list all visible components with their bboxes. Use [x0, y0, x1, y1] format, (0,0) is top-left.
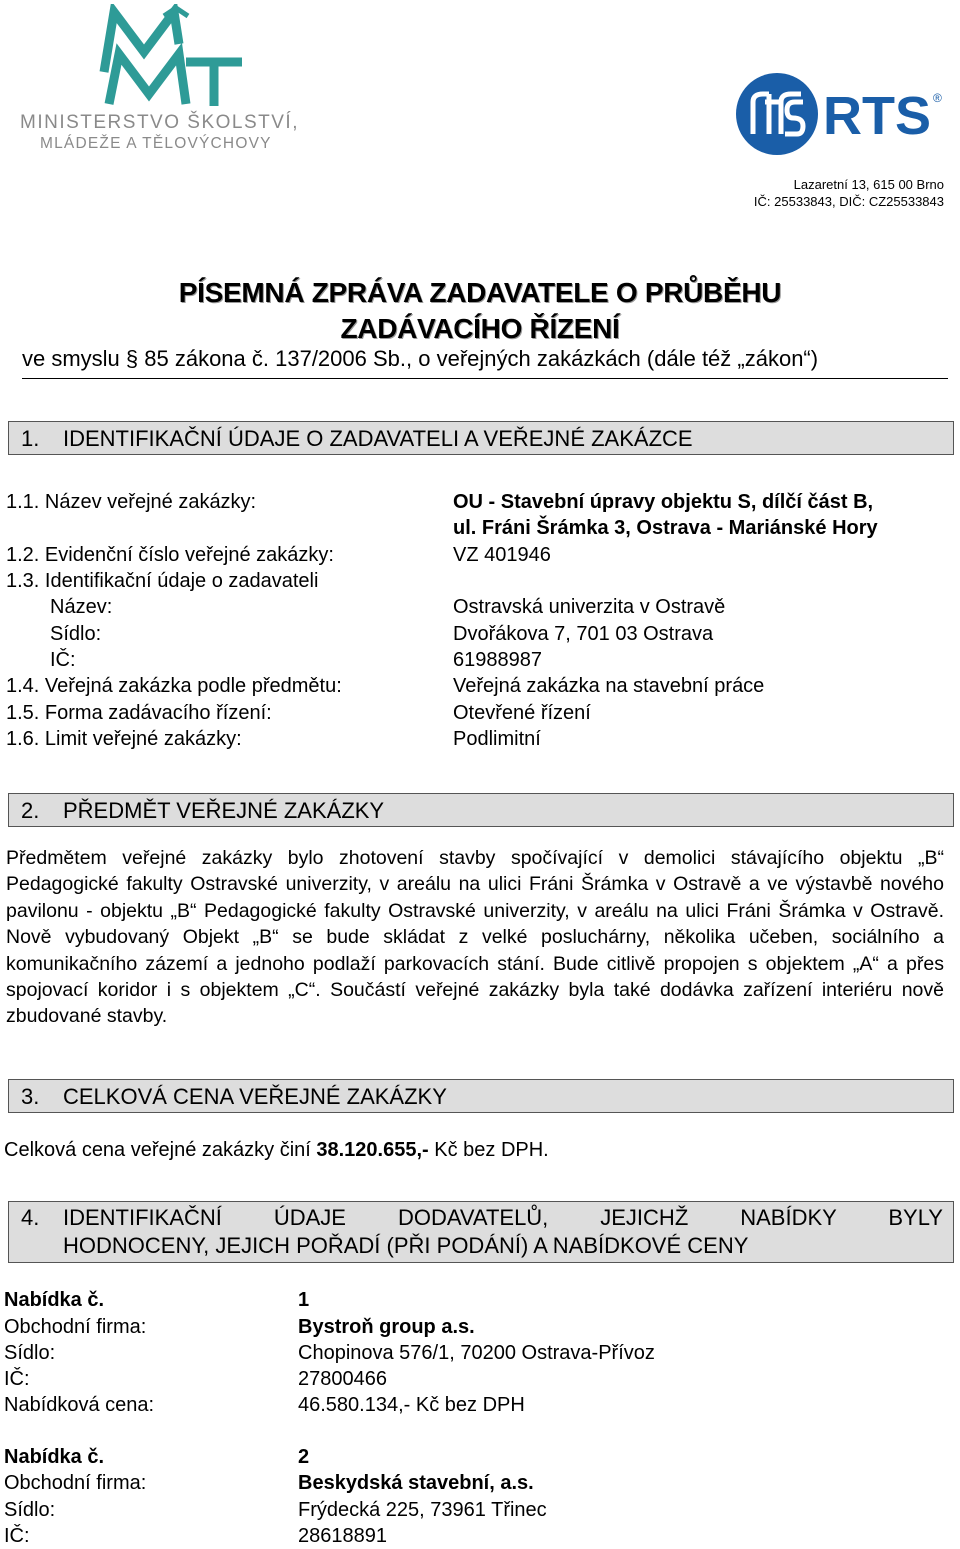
total-price-text-before: Celková cena veřejné zakázky činí — [4, 1139, 317, 1161]
total-price-text-after: Kč bez DPH. — [428, 1139, 549, 1161]
row-1-1-value-2: ul. Fráni Šrámka 3, Ostrava - Mariánské Hory — [453, 517, 878, 539]
section-1-number: 1. — [21, 426, 40, 451]
rts-logo-circle — [736, 73, 818, 155]
offer-ic-label: IČ: — [4, 1368, 30, 1390]
offer-seat: Chopinova 576/1, 70200 Ostrava-Přívoz — [298, 1342, 655, 1364]
section-2-text: Předmětem veřejné zakázky bylo zhotovení stavby spočívající v demolici stávajícího objektu „B“ Pedagogické fakulty Ostravské univerzity, v areálu na ulici Fráni Šrámka v Ostravě a ve výstavbě nového pavilonu - objektu „B“ Pedagogické fakulty Ostravské univerzity, v areálu na ulici Fráni Šrámka v Ostravě. Nově vybudovaný Objekt „B“ se bude skládat z velké posluchárny, několika učeben, sociálního a komunikačního zázemí a jednoho podlaží parkovacích stání. Bude citlivě propojen s objektem „A“ a přes spojovací koridor i s objektem „C“. Součástí veřejné zakázky byla také dodávka zařízení interiéru nově zbudované stavby. — [6, 847, 944, 1028]
row-1-2-label: 1.2. Evidenční číslo veřejné zakázky: — [6, 544, 334, 566]
offer-ic: 28618891 — [298, 1525, 387, 1547]
row-1-5-label: 1.5. Forma zadávacího řízení: — [6, 702, 272, 724]
section-1-header — [8, 421, 954, 455]
title-divider — [22, 378, 948, 379]
row-1-4-label: 1.4. Veřejná zakázka podle předmětu: — [6, 675, 342, 697]
offer-firm-label: Obchodní firma: — [4, 1472, 147, 1494]
title-line-2: ZADÁVACÍHO ŘÍZENÍ — [340, 313, 620, 344]
section-4-heading-line-2: HODNOCENY, JEJICH POŘADÍ (PŘI PODÁNÍ) A NABÍDKOVÉ CENY — [63, 1233, 749, 1258]
section-3-header — [8, 1079, 954, 1113]
offer-seat-label: Sídlo: — [4, 1499, 56, 1521]
document-title — [0, 275, 960, 347]
address-line-2: IČ: 25533843, DIČ: CZ25533843 — [753, 194, 944, 209]
section-2-header — [8, 793, 954, 827]
row-1-1-label: 1.1. Název veřejné zakázky: — [6, 491, 257, 513]
msmt-logo-m2 — [109, 54, 186, 104]
section-4-number: 4. — [21, 1205, 40, 1230]
row-1-6-value: Podlimitní — [453, 728, 541, 750]
row-1-6-label: 1.6. Limit veřejné zakázky: — [6, 728, 242, 750]
document-subtitle: ve smyslu § 85 zákona č. 137/2006 Sb., o veřejných zakázkách (dále též „zákon“) — [22, 346, 819, 371]
offer-firm-label: Obchodní firma: — [4, 1316, 147, 1338]
address-line-1: Lazaretní 13, 615 00 Brno — [793, 177, 944, 192]
offer-number-label: Nabídka č. — [4, 1289, 105, 1311]
offer-price: 46.580.134,- Kč bez DPH — [298, 1394, 525, 1416]
rts-logo-reg: ® — [933, 91, 942, 105]
offer-seat-label: Sídlo: — [4, 1342, 56, 1364]
offer-seat: Frýdecká 225, 73961 Třinec — [298, 1499, 547, 1521]
row-1-4-value: Veřejná zakázka na stavební práce — [453, 675, 765, 697]
section-3-number: 3. — [21, 1084, 40, 1109]
offer-firm: Bystroň group a.s. — [298, 1316, 475, 1338]
offer-price-label: Nabídková cena: — [4, 1394, 155, 1416]
msmt-logo-line2: MLÁDEŽE A TĚLOVÝCHOVY — [40, 135, 272, 152]
total-price-sentence — [4, 1137, 549, 1163]
section-3-heading: CELKOVÁ CENA VEŘEJNÉ ZAKÁZKY — [63, 1084, 447, 1109]
name-value: Ostravská univerzita v Ostravě — [453, 596, 726, 618]
title-line-1: PÍSEMNÁ ZPRÁVA ZADAVATELE O PRŮBĚHU — [178, 277, 782, 308]
msmt-logo — [14, 4, 324, 154]
section-1-heading: IDENTIFIKAČNÍ ÚDAJE O ZADAVATELI A VEŘEJNÉ ZAKÁZCE — [63, 426, 693, 451]
section-2-number: 2. — [21, 798, 40, 823]
offer-ic-label: IČ: — [4, 1525, 30, 1547]
rts-logo — [735, 72, 950, 160]
section-2-heading: PŘEDMĚT VEŘEJNÉ ZAKÁZKY — [63, 798, 385, 823]
rts-logo-text: RTS — [823, 86, 931, 146]
seat-value: Dvořákova 7, 701 03 Ostrava — [453, 623, 714, 645]
offer-ic: 27800466 — [298, 1368, 387, 1390]
row-1-5-value: Otevřené řízení — [453, 702, 591, 724]
row-1-2-value: VZ 401946 — [453, 544, 551, 566]
row-1-3-label: 1.3. Identifikační údaje o zadavateli — [6, 570, 319, 592]
company-address — [754, 176, 944, 210]
name-label: Název: — [50, 596, 113, 618]
seat-label: Sídlo: — [50, 623, 102, 645]
ic-value: 61988987 — [453, 649, 542, 671]
total-price-value: 38.120.655,- — [316, 1139, 429, 1161]
offer-firm: Beskydská stavební, a.s. — [298, 1472, 534, 1494]
ic-label: IČ: — [50, 649, 76, 671]
offer-number-label: Nabídka č. — [4, 1446, 105, 1468]
section-4-heading-line-1: IDENTIFIKAČNÍ ÚDAJE DODAVATELŮ, JEJICHŽ NABÍDKY BYLY — [63, 1205, 943, 1230]
msmt-logo-line1: MINISTERSTVO ŠKOLSTVÍ, — [20, 112, 299, 133]
section-4-header — [8, 1201, 954, 1263]
row-1-1-value-1: OU - Stavební úpravy objektu S, dílčí část B, — [453, 491, 874, 513]
offer-number: 2 — [298, 1446, 310, 1468]
offer-number: 1 — [298, 1289, 310, 1311]
